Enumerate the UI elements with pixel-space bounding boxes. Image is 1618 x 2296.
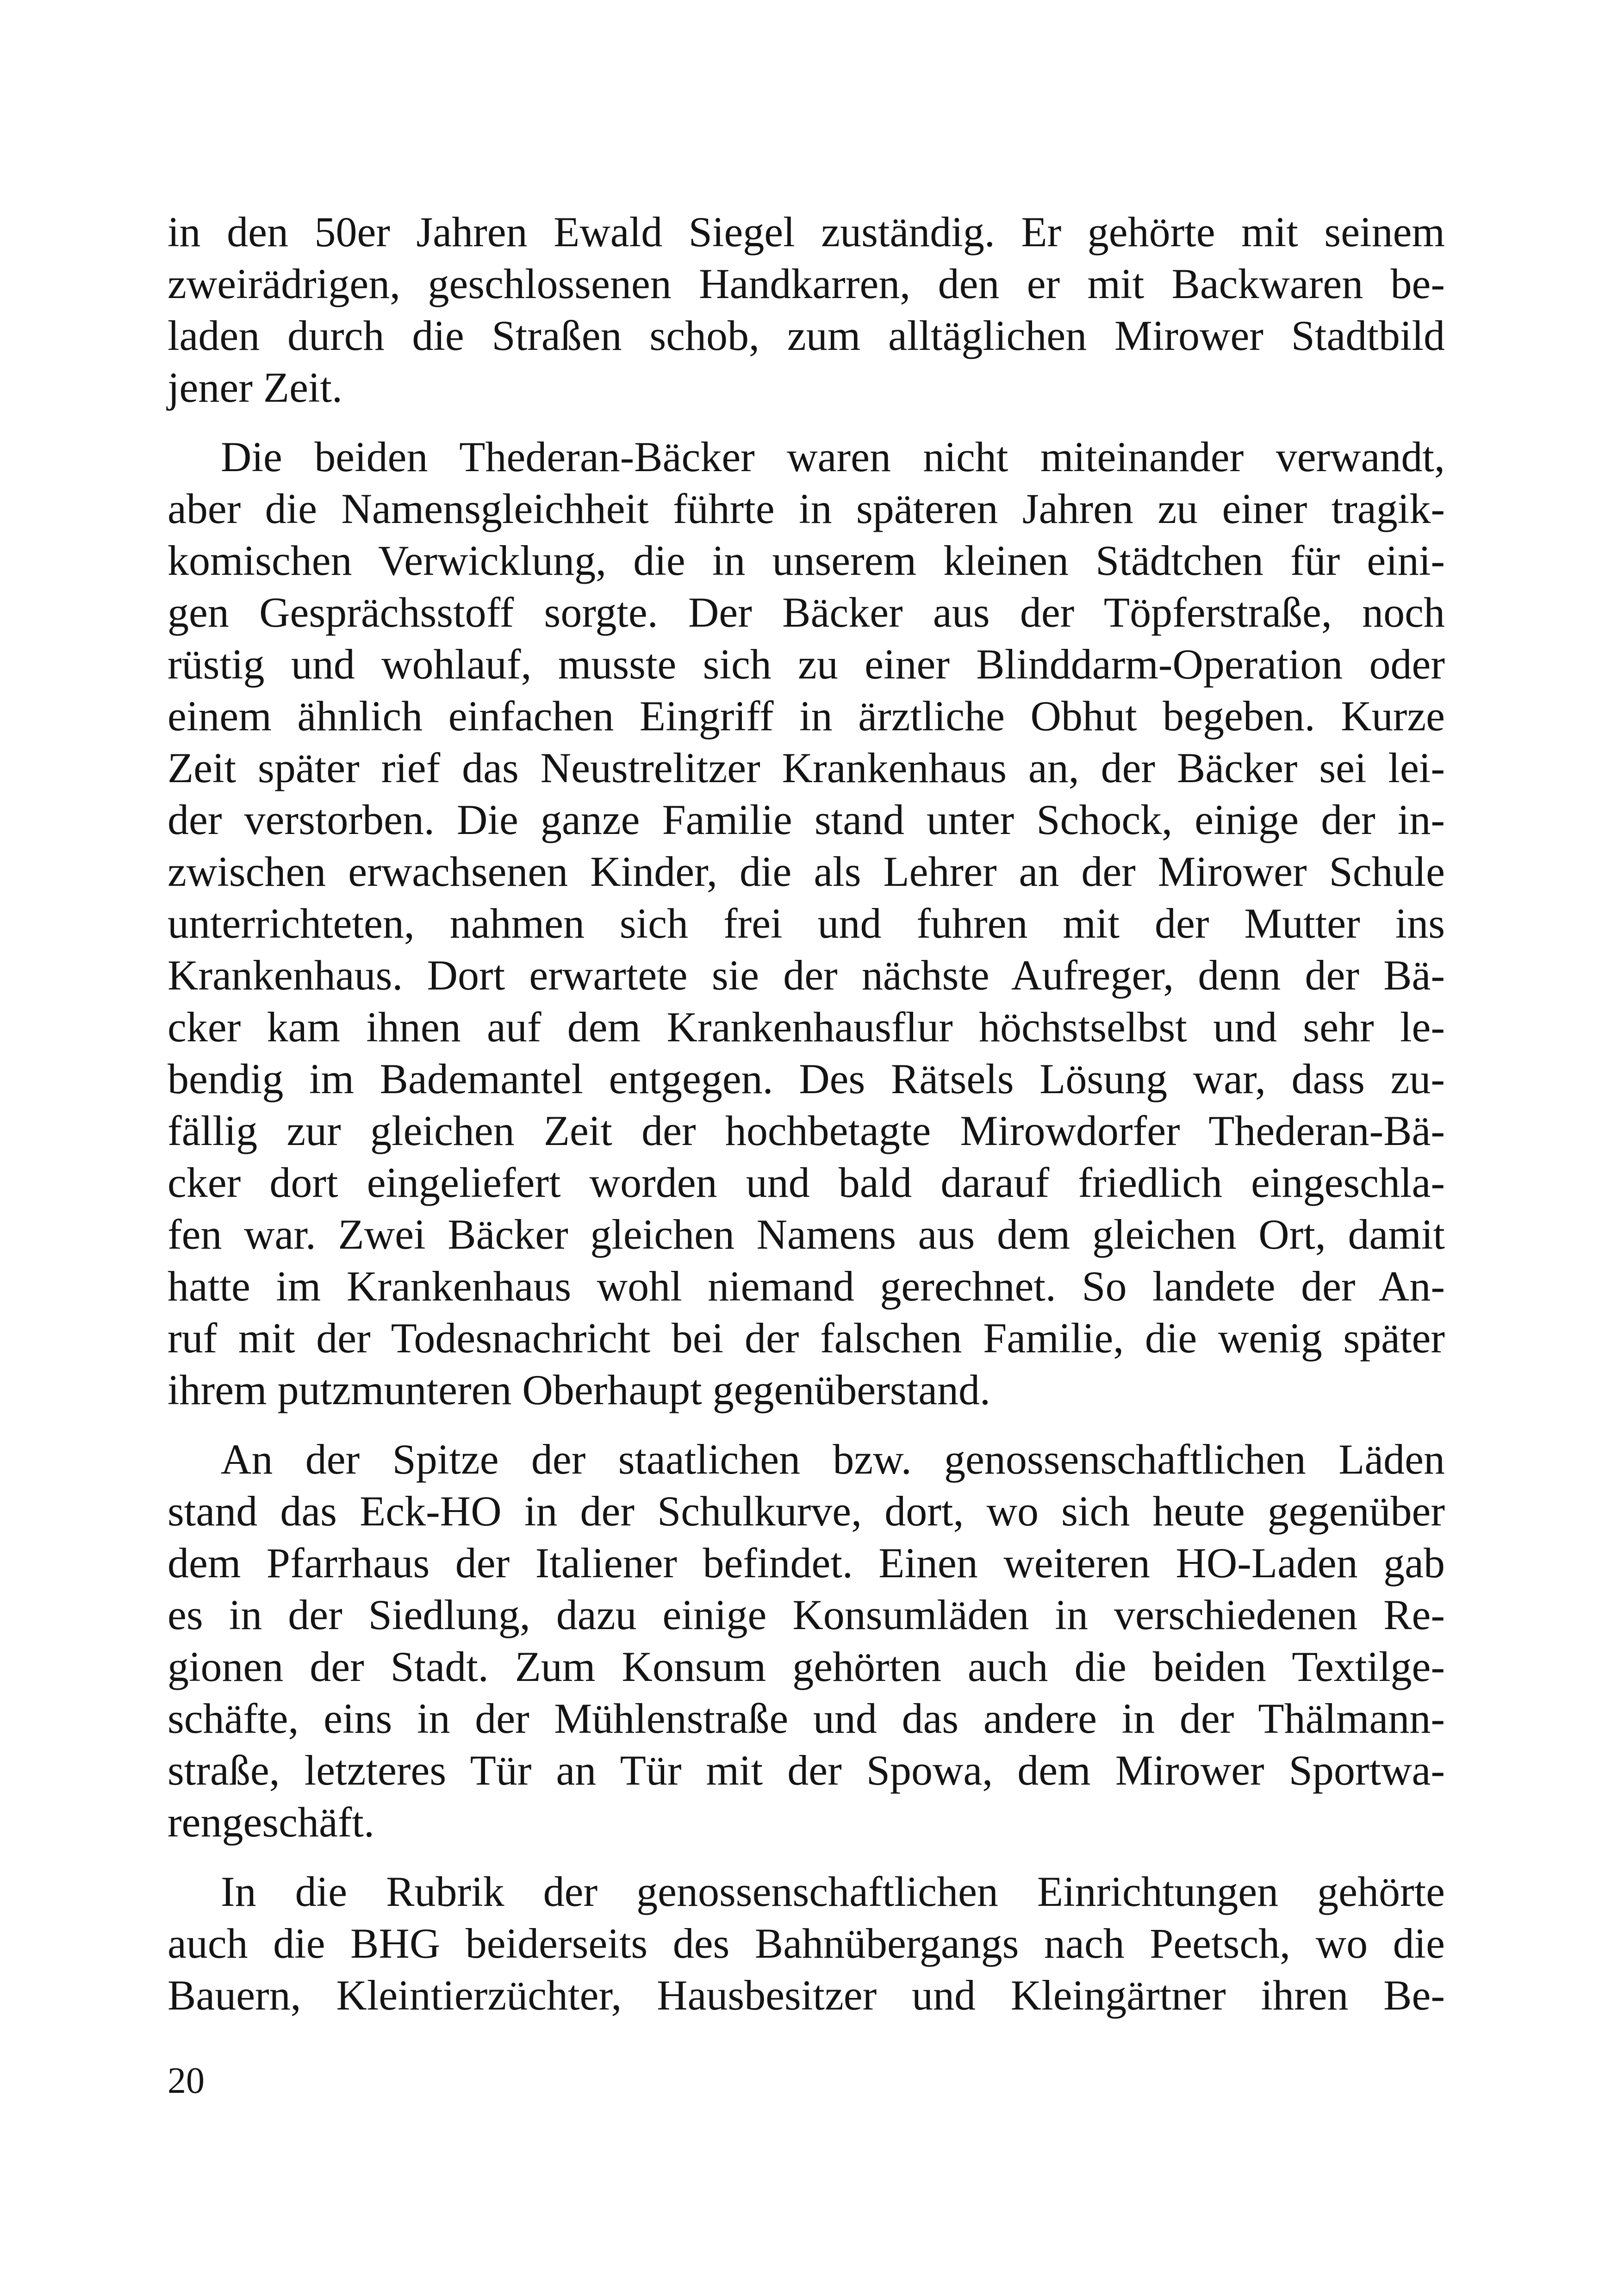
paragraph-gap [168,1848,1445,1866]
text-line: rüstig und wohlauf, musste sich zu einer Blinddarm-Operation oder [168,641,1445,688]
body-text [168,206,1445,2021]
page-number: 20 [168,2060,205,2101]
text-line: Die beiden Thederan-Bäcker waren nicht miteinander verwandt, [221,433,1445,480]
text-line: cker dort eingeliefert worden und bald darauf friedlich eingeschla- [168,1159,1445,1206]
text-line: komischen Verwicklung, die in unserem kleinen Städtchen für eini- [168,537,1445,584]
text-line: gen Gesprächsstoff sorgte. Der Bäcker aus der Töpferstraße, noch [168,589,1445,636]
text-line: es in der Siedlung, dazu einige Konsumläden in verschiedenen Re- [168,1591,1445,1638]
paragraph-gap [168,413,1445,431]
text-line: fen war. Zwei Bäcker gleichen Namens aus dem gleichen Ort, damit [168,1211,1445,1258]
text-line: dem Pfarrhaus der Italiener befindet. Einen weiteren HO-Laden gab [168,1539,1445,1587]
text-line: In die Rubrik der genossenschaftlichen Einrichtungen gehörte [221,1868,1445,1915]
text-line: hatte im Krankenhaus wohl niemand gerechnet. So landete der An- [168,1263,1445,1310]
text-line: aber die Namensgleichheit führte in späteren Jahren zu einer tragik- [168,485,1445,532]
text-line: An der Spitze der staatlichen bzw. genossenschaftlichen Läden [221,1436,1445,1483]
text-line: einem ähnlich einfachen Eingriff in ärztliche Obhut begeben. Kurze [168,692,1445,740]
text-line: zweirädrigen, geschlossenen Handkarren, den er mit Backwaren be- [168,260,1445,307]
text-line: Bauern, Kleintierzüchter, Hausbesitzer und Kleingärtner ihren Be- [168,1972,1445,2019]
text-line: ruf mit der Todesnachricht bei der falschen Familie, die wenig später [168,1314,1445,1362]
text-line: in den 50er Jahren Ewald Siegel zuständig. Er gehörte mit seinem [168,208,1445,255]
text-line: ihrem putzmunteren Oberhaupt gegenüberstand. [168,1366,991,1413]
text-line: Krankenhaus. Dort erwartete sie der nächste Aufreger, denn der Bä- [168,952,1445,999]
text-line: laden durch die Straßen schob, zum alltäglichen Mirower Stadtbild [168,312,1445,359]
text-line: zwischen erwachsenen Kinder, die als Lehrer an der Mirower Schule [168,848,1445,895]
text-line: rengeschäft. [168,1798,374,1846]
text-line: Zeit später rief das Neustrelitzer Krankenhaus an, der Bäcker sei lei- [168,744,1445,791]
text-line: auch die BHG beiderseits des Bahnübergangs nach Peetsch, wo die [168,1920,1445,1967]
text-line: bendig im Bademantel entgegen. Des Rätsels Lösung war, dass zu- [168,1055,1445,1102]
text-line: jener Zeit. [168,364,343,411]
text-line: schäfte, eins in der Mühlenstraße und das andere in der Thälmann- [168,1695,1445,1742]
text-line: stand das Eck-HO in der Schulkurve, dort, wo sich heute gegenüber [168,1487,1445,1535]
text-line: cker kam ihnen auf dem Krankenhausflur höchstselbst und sehr le- [168,1003,1445,1051]
paragraph-gap [168,1416,1445,1433]
text-line: fällig zur gleichen Zeit der hochbetagte Mirowdorfer Thederan-Bä- [168,1107,1445,1154]
text-line: straße, letzteres Tür an Tür mit der Spowa, dem Mirower Sportwa- [168,1747,1445,1794]
text-line: der verstorben. Die ganze Familie stand unter Schock, einige der in- [168,796,1445,843]
text-line: unterrichteten, nahmen sich frei und fuhren mit der Mutter ins [168,900,1445,947]
text-line: gionen der Stadt. Zum Konsum gehörten auch die beiden Textilge- [168,1643,1445,1690]
